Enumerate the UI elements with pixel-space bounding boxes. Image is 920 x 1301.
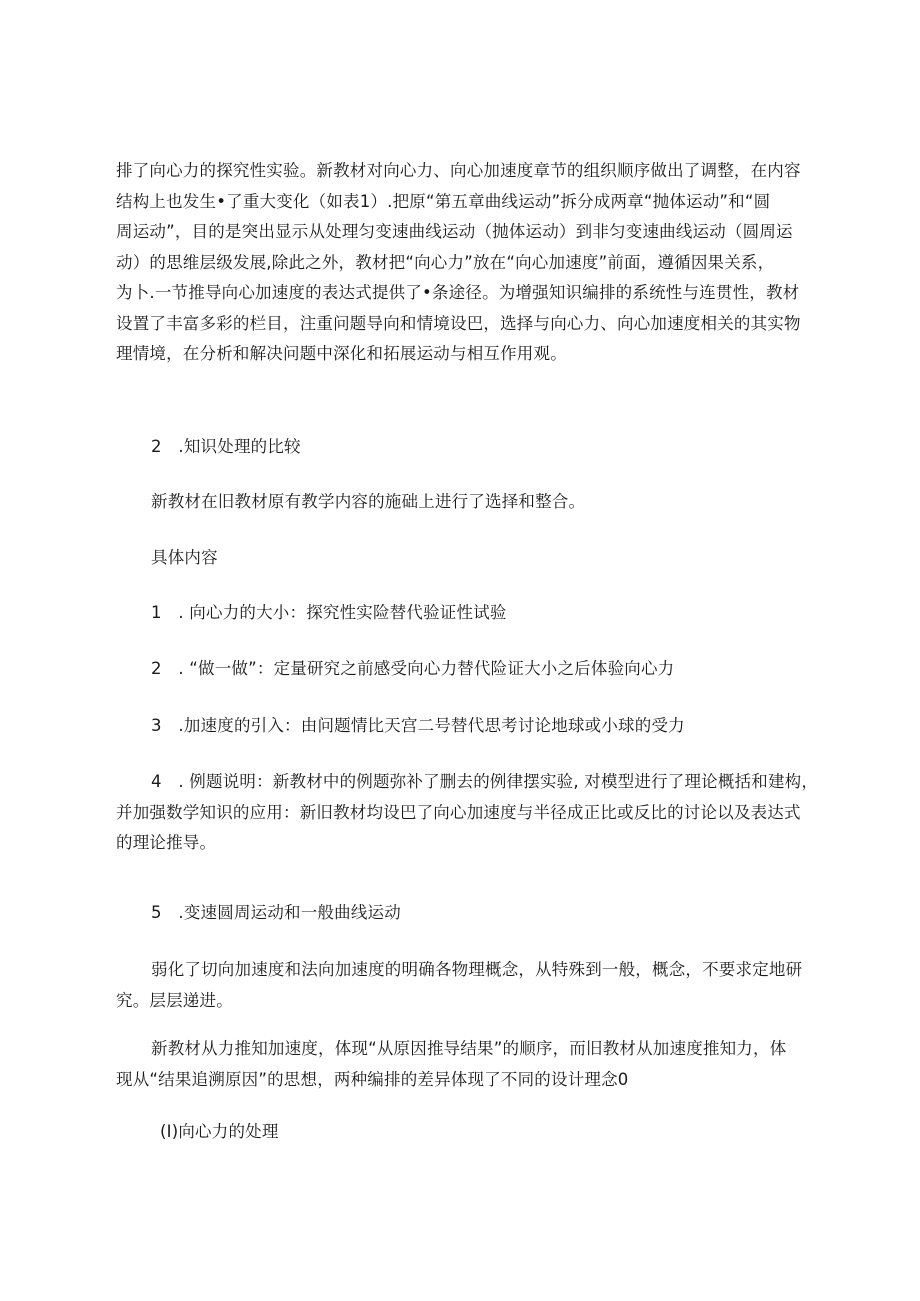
text-line: 弱化了切向加速度和法向加速度的明确各物理概念，从特殊到一般，概念，不要求定地研 (151, 960, 803, 979)
list-item (116, 598, 810, 629)
paragraph (116, 487, 810, 518)
section-heading (116, 432, 810, 463)
paragraph (116, 955, 810, 1016)
text-line: 现从“结果追溯原因”的思想，两种编排的差异体现了不同的设计理念0 (116, 1069, 629, 1089)
list-item (116, 654, 810, 685)
text-line: (I)向心力的处理 (160, 1122, 279, 1141)
heading-text: 2 .知识处理的比较 (151, 437, 301, 456)
list-item (116, 711, 810, 742)
list-item (116, 767, 819, 859)
text-line: 究。层层递进。 (116, 990, 233, 1010)
text-line: 的理论推导。 (116, 833, 217, 852)
text-line: 4 . 例题说明：新教材中的例题弥补了删去的例律摆实验, 对模型进行了理论概括和建构， (151, 772, 819, 791)
text-line: 2 . “做一做”：定量研究之前感受向心力替代险证大小之后体验向心力 (151, 659, 675, 678)
intro-paragraph (116, 156, 810, 370)
text-line: 5 .变速圆周运动和一般曲线运动 (151, 903, 401, 922)
text-line: 新教材在旧教材原有教学内容的施础上进行了选择和整合。 (151, 492, 586, 511)
text-line: 新教材从力推知加速度，体现“从原因推导结果”的顺序，而旧教材从加速度推知力，体 (151, 1039, 787, 1058)
text-line: 设置了丰富多彩的栏目，注重问题导向和情境设巴，选择与向心力、向心加速度相关的其实物 (116, 313, 801, 333)
text-line: 为卜.一节推导向心加速度的表达式提供了•条途径。为增强知识编排的系统性与连贯性，教材 (116, 283, 800, 302)
text-line: 理情境，在分析和解决问题中深化和拓展运动与相互作用观。 (116, 344, 567, 363)
text-line: 动）的思维层级发展,除此之外，教材把“向心力”放在“向心加速度”前面，遵循因果关系， (116, 252, 775, 272)
list-item (116, 898, 810, 929)
subheading (116, 543, 810, 574)
paragraph (116, 1034, 810, 1095)
text-line: 并加强数学知识的应用：新旧教材均设巴了向心加速度与半径成正比或反比的讨论以及表达式 (116, 802, 801, 822)
subsection-heading (116, 1117, 810, 1148)
text-line: 排了向心力的探究性实验。新教材对向心力、向心加速度章节的组织顺序做出了调整，在内容 (116, 161, 801, 180)
text-line: 周运动”，目的是突出显示从处理匀变速曲线运动（抛体运动）到非匀变速曲线运动（圆周运 (116, 222, 793, 241)
text-line: 结构上也发生•了重大变化（如表1）.把原“第五章曲线运动”拆分成两章“抛体运动”和“圆 (116, 191, 771, 211)
text-line: 具体内容 (151, 548, 218, 567)
text-line: 3 .加速度的引入：由问题情比天宫二号替代思考讨论地球或小球的受力 (151, 716, 685, 735)
text-line: 1 . 向心力的大小：探究性实险替代验证性试验 (151, 603, 507, 622)
